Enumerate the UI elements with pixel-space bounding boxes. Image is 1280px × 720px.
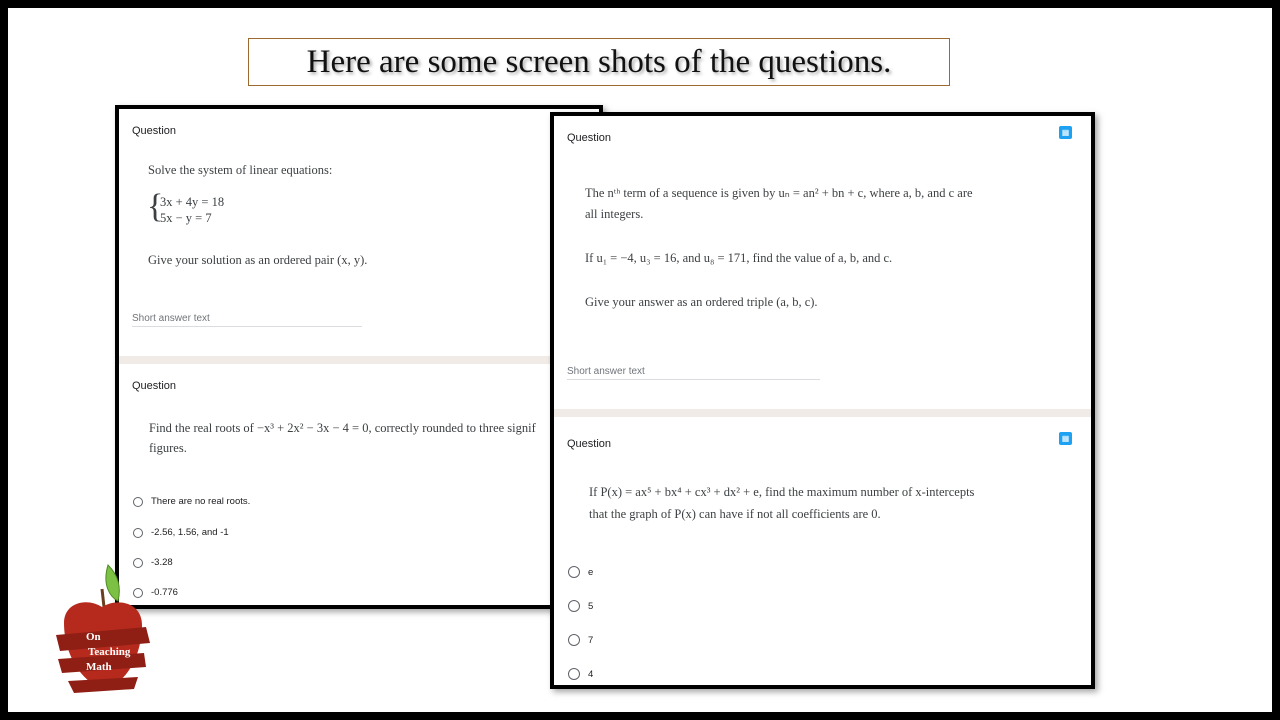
- question-label: Question: [567, 132, 612, 144]
- logo-text-teaching: Teaching: [88, 646, 131, 658]
- equation-editor-icon[interactable]: ▦: [1059, 126, 1072, 139]
- radio-circle-icon[interactable]: [568, 600, 580, 612]
- short-answer-input[interactable]: Short answer text: [567, 366, 820, 380]
- equation-1: 3x + 4y = 18: [160, 195, 225, 209]
- question-label: Question: [567, 438, 612, 450]
- radio-option[interactable]: [568, 600, 593, 612]
- question-divider: [119, 356, 599, 364]
- question-prompt-line1: Find the real roots of −x³ + 2x² − 3x − 4 = 0, correctly rounded to three signif: [149, 421, 536, 435]
- system-brace: {: [147, 188, 164, 225]
- logo-text-on: On: [86, 631, 101, 643]
- option-label: e: [588, 566, 594, 578]
- slide-title-box: [248, 38, 950, 86]
- logo-text-math: Math: [86, 661, 112, 673]
- option-label: -0.776: [151, 587, 178, 598]
- question-line-1: The nᵗʰ term of a sequence is given by uₙ = an² + bn + c, where a, b, and c are: [585, 186, 973, 200]
- on-teaching-math-logo: [46, 563, 156, 703]
- question-divider: [554, 409, 1091, 417]
- option-label: -2.56, 1.56, and -1: [151, 527, 229, 538]
- option-label: There are no real roots.: [151, 496, 251, 507]
- option-label: -3.28: [151, 557, 173, 568]
- equation-2: 5x − y = 7: [160, 211, 212, 225]
- option-label: 5: [588, 600, 594, 612]
- radio-circle-icon[interactable]: [133, 497, 143, 507]
- radio-circle-icon[interactable]: [133, 528, 143, 538]
- question-line-2: all integers.: [585, 207, 644, 221]
- question-label: Question: [132, 380, 177, 392]
- radio-option[interactable]: [133, 527, 229, 538]
- question-line-2: that the graph of P(x) can have if not all coefficients are 0.: [589, 507, 881, 521]
- radio-option[interactable]: [568, 634, 593, 646]
- option-label: 4: [588, 668, 594, 680]
- slide: [8, 8, 1272, 712]
- question-label: Question: [132, 125, 177, 137]
- radio-circle-icon[interactable]: [568, 668, 580, 680]
- question-instruction: Give your solution as an ordered pair (x, y).: [148, 253, 368, 267]
- slide-title: Here are some screen shots of the questions.: [306, 43, 892, 80]
- radio-option[interactable]: [133, 496, 250, 507]
- question-line-3: If u₁ = −4, u₃ = 16, and u₈ = 171, find the value of a, b, and c.: [585, 251, 893, 265]
- right-question-card: [550, 112, 1095, 689]
- option-label: 7: [588, 634, 594, 646]
- radio-circle-icon[interactable]: [568, 634, 580, 646]
- left-question-card: [115, 105, 603, 609]
- equation-editor-icon[interactable]: ▦: [1059, 432, 1072, 445]
- question-prompt-line2: figures.: [149, 441, 187, 455]
- radio-option[interactable]: [568, 566, 593, 578]
- question-line-4: Give your answer as an ordered triple (a, b, c).: [585, 295, 818, 309]
- short-answer-input[interactable]: Short answer text: [132, 313, 362, 327]
- question-prompt: Solve the system of linear equations:: [148, 163, 333, 177]
- radio-circle-icon[interactable]: [568, 566, 580, 578]
- radio-option[interactable]: [568, 668, 593, 680]
- apple-logo-icon: [46, 563, 156, 703]
- question-line-1: If P(x) = ax⁵ + bx⁴ + cx³ + dx² + e, find the maximum number of x-intercepts: [589, 485, 975, 499]
